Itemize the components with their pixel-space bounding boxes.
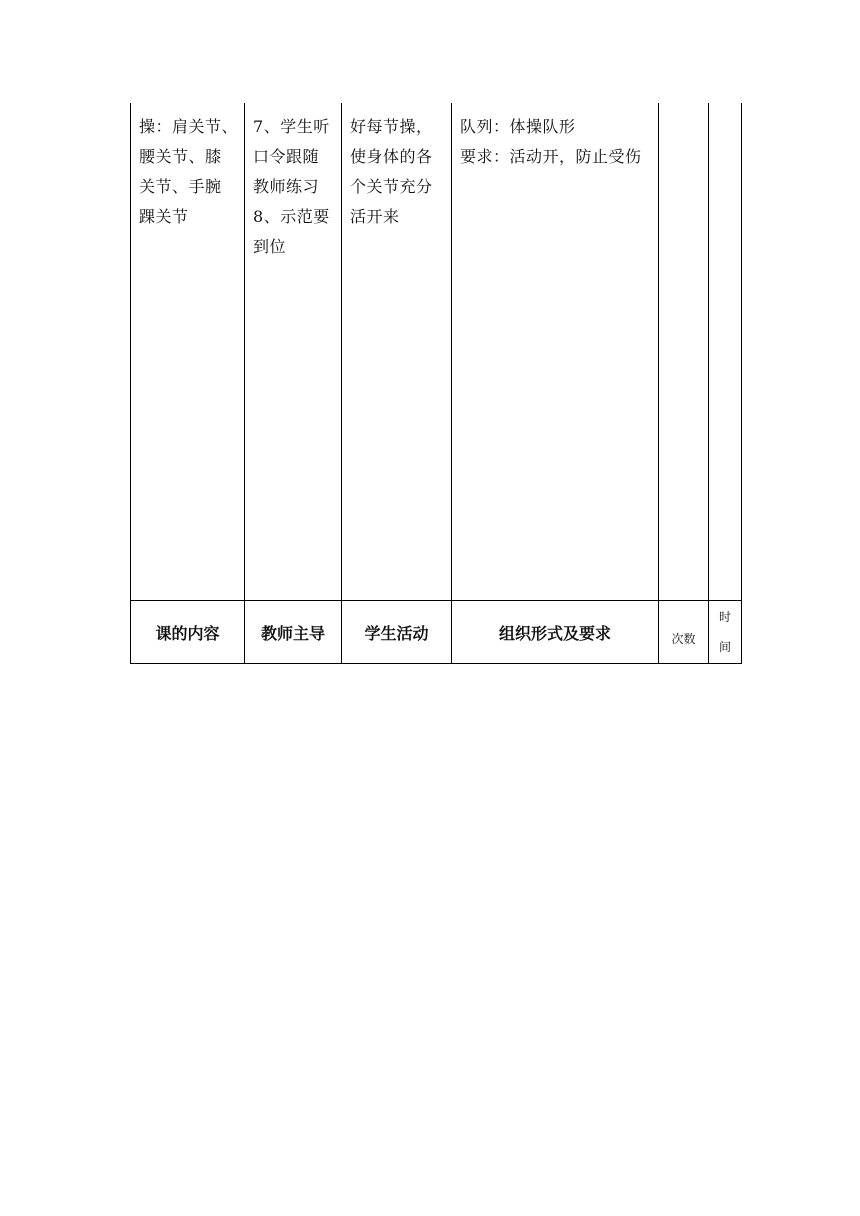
student-line: 个关节充分 [350, 177, 433, 196]
teacher-line: 7、学生听 [253, 117, 330, 136]
header-times: 次数 [659, 601, 709, 664]
content-line: 踝关节 [139, 207, 189, 226]
content-line: 关节、手腕 [139, 177, 222, 196]
organization-line: 队列：体操队形 [460, 117, 576, 136]
student-cell [342, 103, 452, 601]
table-row [131, 103, 742, 601]
header-teacher: 教师主导 [245, 601, 342, 664]
student-line: 使身体的各 [350, 147, 433, 166]
header-duration-line: 时 [719, 610, 732, 624]
content-line: 腰关节、膝 [139, 147, 222, 166]
teacher-line: 教师练习 [253, 177, 320, 196]
teacher-cell [245, 103, 342, 601]
content-cell [131, 103, 245, 601]
header-organization: 组织形式及要求 [452, 601, 659, 664]
header-duration [709, 601, 742, 664]
header-student: 学生活动 [342, 601, 452, 664]
teacher-line: 到位 [253, 237, 287, 256]
table-header-row [131, 601, 742, 664]
student-line: 活开来 [350, 207, 400, 226]
teacher-line: 8、示范要 [253, 207, 330, 226]
header-content: 课的内容 [131, 601, 245, 664]
duration-cell [709, 103, 742, 601]
student-line: 好每节操， [350, 117, 433, 136]
times-cell [659, 103, 709, 601]
lesson-plan-table [130, 103, 742, 664]
organization-cell [452, 103, 659, 601]
content-line: 操：肩关节、 [139, 117, 239, 136]
teacher-line: 口令跟随 [253, 147, 320, 166]
header-duration-line: 间 [719, 640, 732, 654]
organization-line: 要求：活动开，防止受伤 [460, 147, 642, 166]
